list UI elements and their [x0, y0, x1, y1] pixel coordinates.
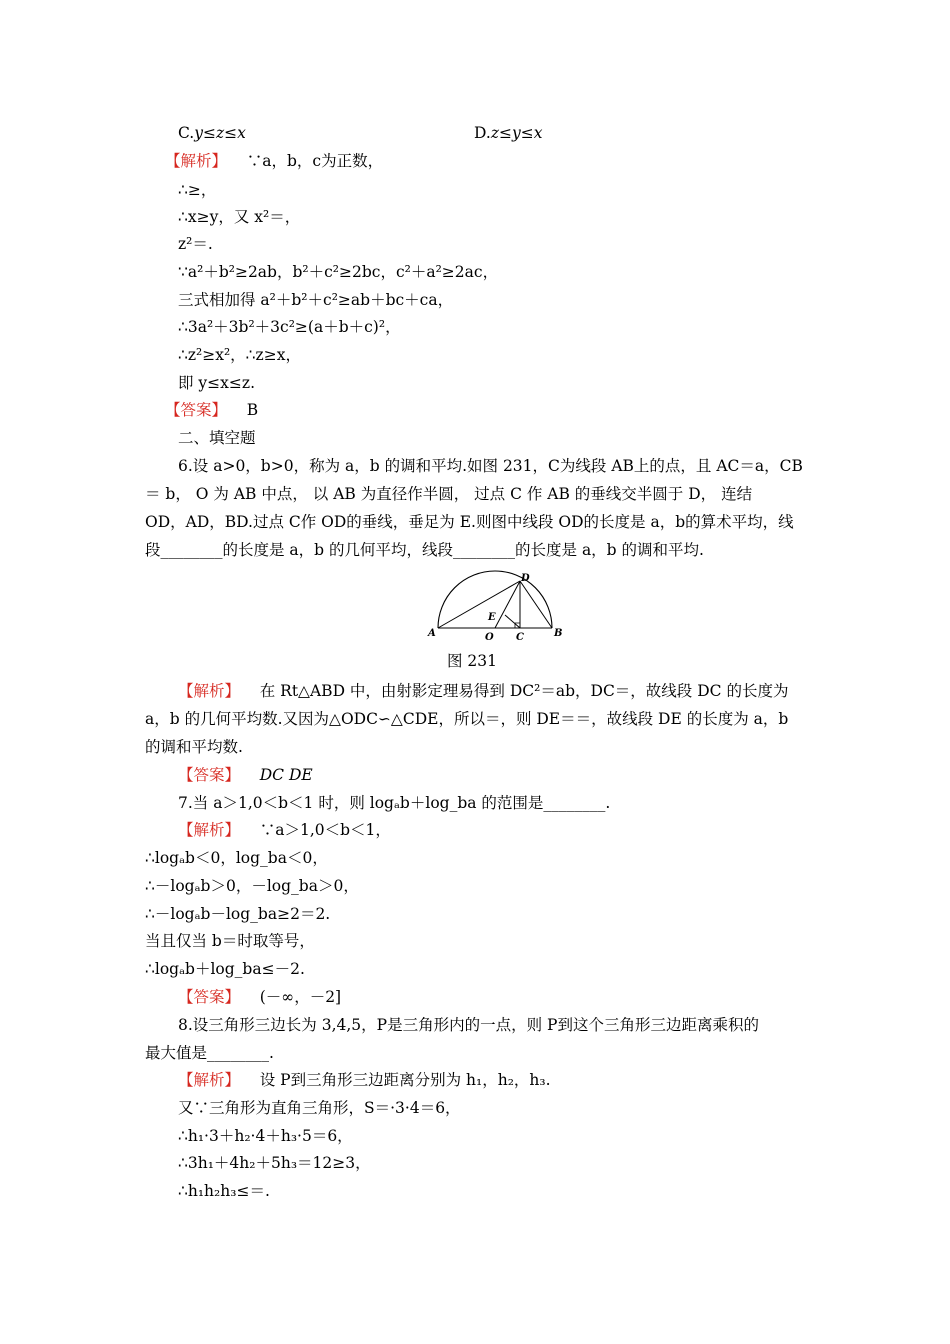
option-d [474, 123, 542, 143]
answer-tag: 【答案】 [178, 766, 241, 784]
q7-line-1: 7.当 a＞1,0＜b＜1 时，则 logₐb＋log_ba 的范围是________. [178, 794, 611, 812]
label-c: C [516, 632, 524, 642]
q5-line-2: ∴x≥y，又 x²＝， [178, 208, 301, 226]
analysis-tag: 【解析】 [178, 821, 241, 839]
q8-line-6: ∴h₁h₂h₃≤＝. [178, 1182, 270, 1200]
segment-ce [505, 615, 520, 628]
q7-line-5: 当且仅当 b＝时取等号， [145, 932, 315, 950]
q5-line-7: ∴z²≥x²，∴z≥x， [178, 346, 301, 364]
label-b: B [554, 628, 563, 639]
q6-analysis-line-2: a，b 的几何平均数.又因为△ODC∽△CDE，所以＝，则 DE＝＝，故线段 DE 的长度为 a，b [145, 710, 789, 728]
answer-text: (－∞，－2] [259, 988, 342, 1006]
q8-line-3: 又∵三角形为直角三角形，S＝·3·4＝6， [178, 1099, 461, 1117]
answer-tag: 【答案】 [165, 401, 228, 419]
answer-text: B [246, 401, 259, 419]
option-c-label: C. [178, 124, 195, 142]
q6-line-1: 6.设 a>0，b>0，称为 a，b 的调和平均.如图 231，C为线段 AB上的点，且 AC＝a，CB [178, 457, 803, 475]
q6-line-3: OD，AD，BD.过点 C作 OD的垂线，垂足为 E.则图中线段 OD的长度是 a，b的算术平均，线 [145, 513, 794, 531]
semicircle-figure [420, 570, 570, 642]
q8-line-4: ∴h₁·3＋h₂·4＋h₃·5＝6， [178, 1127, 353, 1145]
section-heading: 二、填空题 [178, 429, 256, 447]
q5-line-5: 三式相加得 a²＋b²＋c²≥ab＋bc＋ca， [178, 291, 454, 309]
label-a: A [428, 628, 436, 639]
q5-line-3: z²＝. [178, 235, 213, 253]
analysis-tag: 【解析】 [178, 682, 241, 700]
analysis-text: ∵a，b，c为正数， [246, 152, 384, 170]
q6-answer [178, 765, 313, 785]
q5-answer [165, 400, 258, 420]
q7-line-3: ∴－logₐb＞0，－log_ba＞0， [145, 877, 359, 895]
q5-line-4: ∵a²＋b²≥2ab，b²＋c²≥2bc，c²＋a²≥2ac， [178, 263, 499, 281]
q8-line-5: ∴3h₁＋4h₂＋5h₃＝12≥3， [178, 1154, 371, 1172]
q7-analysis [178, 820, 391, 840]
q6-line-4: 段________的长度是 a，b 的几何平均，线段________的长度是 a，b 的调和平均. [145, 541, 704, 559]
q5-analysis [165, 151, 383, 171]
option-d-expr: z≤y≤x [490, 124, 543, 142]
figure-caption: 图 231 [447, 652, 498, 670]
q5-line-8: 即 y≤x≤z. [178, 374, 255, 392]
label-e: E [488, 612, 496, 623]
q6-analysis-line-3: 的调和平均数. [145, 738, 243, 756]
q7-line-2: ∴logₐb＜0，log_ba＜0， [145, 849, 328, 867]
q5-line-6: ∴3a²＋3b²＋3c²≥(a＋b＋c)²， [178, 318, 401, 336]
answer-tag: 【答案】 [178, 988, 241, 1006]
analysis-text: 设 P到三角形三边距离分别为 h₁，h₂，h₃. [259, 1071, 551, 1089]
label-d: D [521, 573, 530, 584]
analysis-text: ∵a＞1,0＜b＜1， [259, 821, 391, 839]
analysis-text: 在 Rt△ABD 中，由射影定理易得到 DC²＝ab，DC＝，故线段 DC 的长度为 [259, 682, 789, 700]
q7-line-4: ∴－logₐb－log_ba≥2＝2. [145, 905, 331, 923]
analysis-tag: 【解析】 [165, 152, 228, 170]
q7-line-6: ∴logₐb＋log_ba≤－2. [145, 960, 305, 978]
q7-answer [178, 987, 341, 1007]
option-d-label: D. [474, 124, 491, 142]
q6-line-2: ＝ b， O 为 AB 中点， 以 AB 为直径作半圆， 过点 C 作 AB 的垂线交半圆于 D， 连结 [145, 485, 753, 503]
q8-analysis [178, 1070, 551, 1090]
q8-line-1: 8.设三角形三边长为 3,4,5，P是三角形内的一点，则 P到这个三角形三边距离乘积的 [178, 1016, 759, 1034]
option-c [178, 123, 246, 143]
q6-analysis [178, 681, 788, 701]
q8-line-2: 最大值是________. [145, 1044, 274, 1062]
label-o: O [485, 632, 494, 642]
analysis-tag: 【解析】 [178, 1071, 241, 1089]
q5-line-1: ∴≥， [178, 181, 217, 199]
answer-text: DC DE [259, 766, 313, 784]
option-c-expr: y≤z≤x [194, 124, 246, 142]
